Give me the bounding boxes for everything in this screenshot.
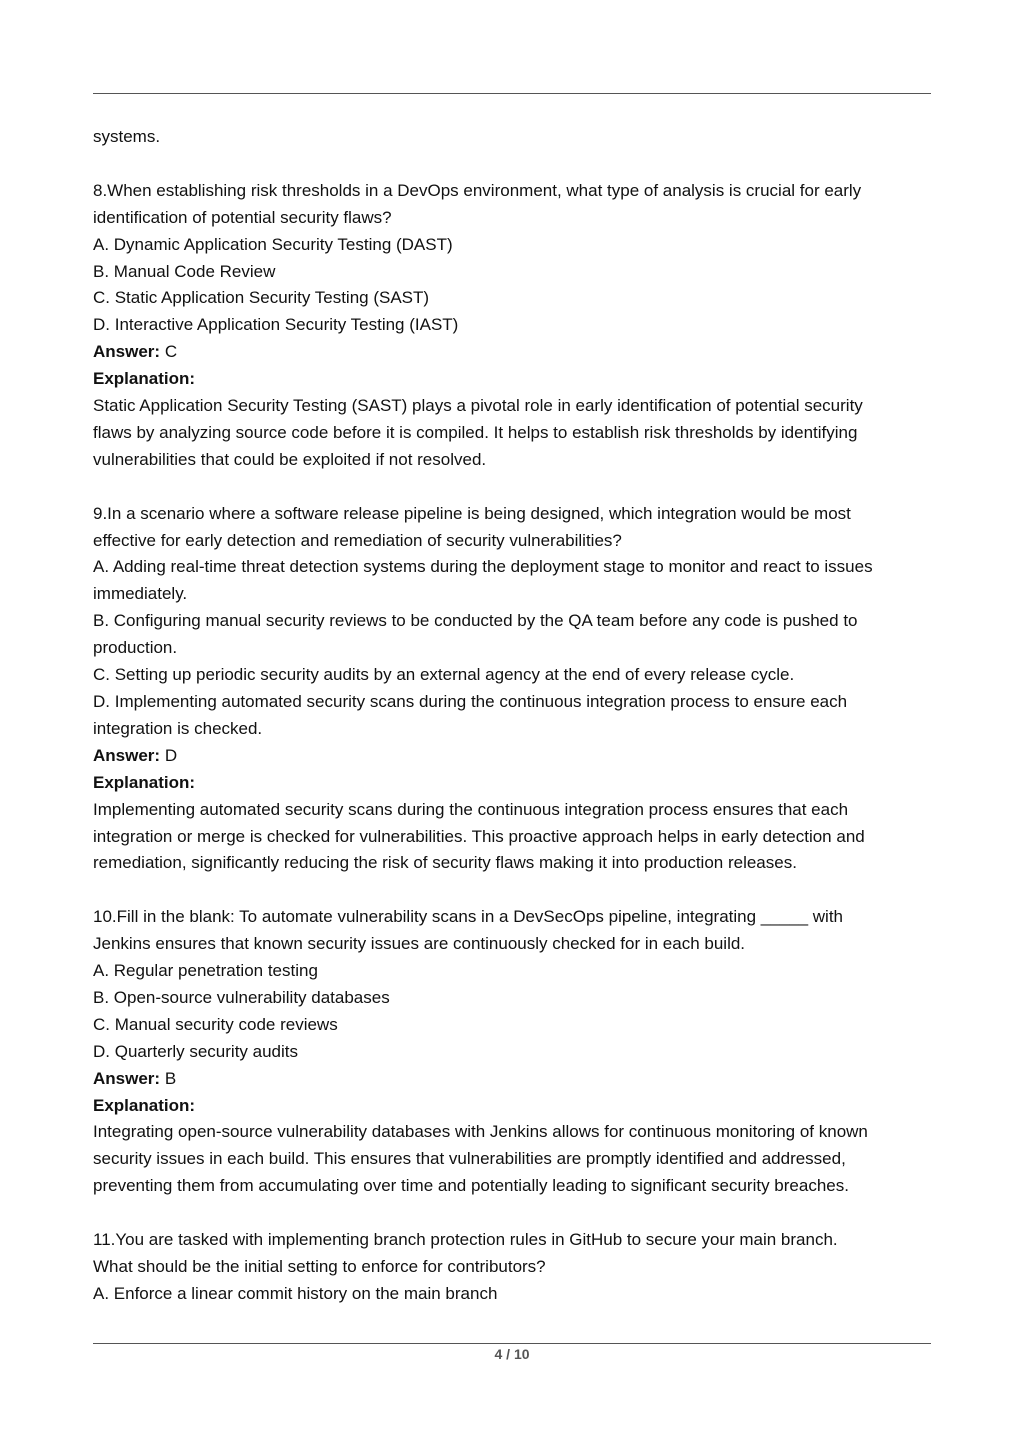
answer-value: C (164, 342, 178, 362)
option-d: D. Quarterly security audits (93, 1041, 299, 1061)
explanation-text: preventing them from accumulating over time and potentially leading to significant security breaches. (93, 1176, 849, 1196)
option-b: B. Configuring manual security reviews to be conducted by the QA team before any code is pushed to (93, 611, 858, 631)
answer-label: Answer: (93, 1068, 161, 1088)
option-b: B. Manual Code Review (93, 261, 276, 281)
explanation-text: remediation, significantly reducing the risk of security flaws making it into production releases. (93, 853, 797, 873)
question-text: 11.You are tasked with implementing branch protection rules in GitHub to secure your main branch. (93, 1230, 838, 1250)
answer-label: Answer: (93, 342, 161, 362)
explanation-label: Explanation: (93, 1095, 196, 1115)
option-a: A. Adding real-time threat detection systems during the deployment stage to monitor and react to issues (93, 557, 873, 577)
option-a: A. Dynamic Application Security Testing (DAST) (93, 234, 453, 254)
option-b: B. Open-source vulnerability databases (93, 987, 390, 1007)
question-block (93, 904, 933, 1200)
question-text: identification of potential security flaws? (93, 207, 392, 227)
answer-value: B (164, 1068, 177, 1088)
question-text: 8.When establishing risk thresholds in a DevOps environment, what type of analysis is crucial for early (93, 180, 862, 200)
question-text: 10.Fill in the blank: To automate vulnerability scans in a DevSecOps pipeline, integrating _____ with (93, 907, 844, 927)
question-block (93, 178, 933, 474)
explanation-text: flaws by analyzing source code before it is compiled. It helps to establish risk thresholds by identifying (93, 422, 858, 442)
option-c: C. Manual security code reviews (93, 1014, 338, 1034)
explanation-text: Static Application Security Testing (SAST) plays a pivotal role in early identification of potential security (93, 396, 863, 416)
answer-line (93, 1066, 933, 1093)
question-text: 9.In a scenario where a software release pipeline is being designed, which integration would be most (93, 503, 851, 523)
question-text: What should be the initial setting to enforce for contributors? (93, 1257, 546, 1276)
option-c: C. Static Application Security Testing (SAST) (93, 288, 430, 308)
explanation-text: Implementing automated security scans during the continuous integration process ensures that each (93, 799, 849, 819)
option-d: D. Interactive Application Security Testing (IAST) (93, 315, 459, 335)
explanation-text: Integrating open-source vulnerability databases with Jenkins allows for continuous monitoring of known (93, 1122, 868, 1142)
option-d: D. Implementing automated security scans during the continuous integration process to ensure each (93, 692, 848, 711)
option-a: A. Enforce a linear commit history on the main branch (93, 1283, 498, 1303)
explanation-label: Explanation: (93, 369, 196, 389)
explanation-text: security issues in each build. This ensures that vulnerabilities are promptly identified and addressed, (93, 1149, 846, 1169)
question-text: effective for early detection and remediation of security vulnerabilities? (93, 530, 622, 550)
option-b-continued: production. (93, 638, 178, 658)
option-a-continued: immediately. (93, 584, 188, 604)
question-text: Jenkins ensures that known security issues are continuously checked for in each build. (93, 934, 746, 954)
option-d-continued: integration is checked. (93, 718, 263, 738)
continuation-text: systems. (93, 127, 161, 146)
answer-value: D (164, 745, 178, 765)
answer-line (93, 339, 933, 366)
page-number: 4 / 10 (494, 1346, 530, 1362)
question-block (93, 501, 933, 878)
question-block (93, 1227, 933, 1308)
option-c: C. Setting up periodic security audits by an external agency at the end of every release cycle. (93, 665, 795, 685)
footer-divider (93, 1343, 931, 1344)
explanation-text: integration or merge is checked for vulnerabilities. This proactive approach helps in early detection and (93, 826, 865, 846)
option-a: A. Regular penetration testing (93, 961, 318, 981)
explanation-text: vulnerabilities that could be exploited if not resolved. (93, 449, 487, 469)
explanation-label: Explanation: (93, 772, 196, 792)
header-divider (93, 93, 931, 94)
answer-label: Answer: (93, 745, 161, 765)
page-content (93, 124, 933, 1308)
answer-line (93, 743, 933, 770)
